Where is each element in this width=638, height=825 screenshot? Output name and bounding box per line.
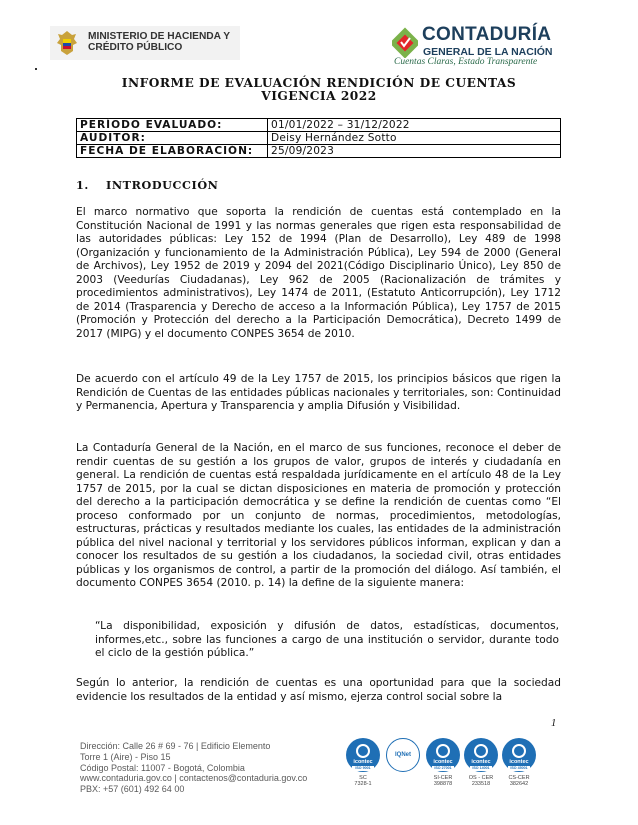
icontec-seal-icon bbox=[464, 738, 498, 772]
org-slogan: Cuentas Claras, Estado Transparente bbox=[394, 57, 538, 67]
colombia-coat-of-arms-icon bbox=[54, 29, 80, 57]
address-line: Dirección: Calle 26 # 69 - 76 | Edificio Elemento bbox=[80, 741, 271, 751]
contaduria-logo-mark-icon bbox=[392, 26, 418, 58]
cert-brand: icontec bbox=[433, 759, 453, 765]
ministry-line-1: MINISTERIO DE HACIENDA Y bbox=[88, 31, 231, 42]
cert-brand: IQNet bbox=[394, 752, 411, 758]
cert-code: CS-CER 382642 bbox=[508, 775, 530, 787]
block-quote: “La disponibilidad, exposición y difusión de datos, estadísticas, documentos, informes,etc., sobre las funciones a cargo de una institución o servidor, durante todo el ciclo de la gestión pública.” bbox=[95, 620, 559, 659]
icontec-cert-badge bbox=[463, 738, 499, 787]
page-number: 1 bbox=[551, 718, 557, 729]
icontec-cert-badge bbox=[501, 738, 537, 787]
table-row bbox=[77, 145, 561, 158]
report-title: INFORME DE EVALUACIÓN RENDICIÓN DE CUENTAS bbox=[121, 76, 517, 90]
address-line: Código Postal: 11007 - Bogotá, Colombia bbox=[80, 762, 245, 773]
org-name: CONTADURÍA bbox=[422, 24, 552, 45]
iqnet-cert-badge bbox=[385, 738, 421, 772]
auditor-label: AUDITOR: bbox=[77, 132, 268, 145]
auditor-value: Deisy Hernández Sotto bbox=[268, 132, 561, 145]
contaduria-logo bbox=[392, 24, 562, 70]
ministry-name bbox=[88, 31, 230, 53]
cert-standard: ISO 45001 bbox=[508, 766, 530, 771]
icontec-cert-badge bbox=[425, 738, 461, 787]
page-header bbox=[0, 0, 638, 80]
address-line: PBX: +57 (601) 492 64 00 bbox=[80, 784, 185, 795]
cert-brand: icontec bbox=[471, 759, 491, 765]
paragraph-principles: De acuerdo con el artículo 49 de la Ley 1757 de 2015, los principios básicos que rigen la Rendición de Cuentas de las entidades públicas nacionales y territoriales, son: Continuidad y Permanencia, Apertura y Transparencia y amplia Difusión y Visibilidad. bbox=[76, 373, 561, 412]
address-line: www.contaduria.gov.co | contactenos@contaduria.gov.co bbox=[80, 773, 308, 784]
section-title: INTRODUCCIÓN bbox=[106, 178, 219, 192]
ministry-logo bbox=[50, 26, 240, 60]
paragraph-legal-framework: El marco normativo que soporta la rendición de cuentas está contemplado en la Constitución Nacional de 1991 y las normas generales que rigen esta responsabilidad de las autoridades públicas: Ley 152 de 1994 (Plan de Desarrollo), Ley 489 de 1998 (Organización y funcionamiento de la Administración Pública), Ley 594 de 2000 (General de Archivos), Ley 1952 de 2019 y 2094 del 2021(Código Disciplinario Único), Ley 850 de 2003 (Veedurías Ciudadanas), Ley 962 de 2005 (Racionalización de trámites y procedimientos administrativos), Ley 1474 de 2011, (Estatuto Anticorrupción), Ley 1712 de 2014 (Trasparencia y Derecho de acceso a la Información Pública), Ley 1757 de 2015 (Promoción y Protección del derecho a la Participación Democrática), Decreto 1499 de 2017 (MIPG) y el documento CONPES 3654 de 2010. bbox=[76, 206, 561, 340]
date-label: FECHA DE ELABORACIÓN: bbox=[77, 145, 268, 158]
paragraph-cgn-duty: La Contaduría General de la Nación, en el marco de sus funciones, reconoce el deber de rendir cuentas de su gestión a los grupos de valor, grupos de interés y ciudadanía en general. La rendición de cuentas está respaldada jurídicamente en el artículo 48 de la Ley 1757 de 2015, por la cual se dictan disposiciones en materia de promoción y protección del derecho a la participación democrática y se define la rendición de cuentas como “El proceso conformado por un conjunto de normas, procedimientos, metodologías, estructuras, prácticas y resultados mediante los cuales, las entidades de la administración pública del nivel nacional y territorial y los servidores públicos informan, explican y dan a conocer los resultados de su gestión a los ciudadanos, la sociedad civil, otras entidades públicas y los organismos de control, a partir de la promoción del diálogo. Así también, el documento CONPES 3654 (2010. p. 14) la define de la siguiente manera: bbox=[76, 442, 561, 589]
address-line: Torre 1 (Aire) - Piso 15 bbox=[80, 751, 171, 762]
date-value: 25/09/2023 bbox=[268, 145, 561, 158]
report-metadata-table bbox=[76, 118, 561, 158]
cert-standard: ISO 9001 bbox=[352, 766, 374, 771]
cert-standard: ISO 27001 bbox=[432, 766, 454, 771]
period-label: PERÍODO EVALUADO: bbox=[77, 119, 268, 132]
icontec-seal-icon bbox=[502, 738, 536, 772]
cert-brand: icontec bbox=[509, 759, 529, 765]
org-subtitle: GENERAL DE LA NACIÓN bbox=[423, 46, 553, 58]
cert-code: SI-CER 398878 bbox=[433, 775, 453, 787]
cert-code: SC 7328-1 bbox=[354, 775, 372, 787]
table-row bbox=[77, 119, 561, 132]
period-value: 01/01/2022 – 31/12/2022 bbox=[268, 119, 561, 132]
report-subtitle: VIGENCIA 2022 bbox=[261, 89, 377, 103]
cert-standard: ISO 14001 bbox=[470, 766, 492, 771]
iqnet-seal-icon bbox=[386, 738, 420, 772]
paragraph-conclusion: Según lo anterior, la rendición de cuentas es una oportunidad para que la sociedad evidencie los resultados de la entidad y así mismo, ejerza control social sobre la bbox=[76, 677, 561, 703]
icontec-seal-icon bbox=[346, 738, 380, 772]
cert-code: OS - CER 233518 bbox=[468, 775, 494, 787]
section-heading bbox=[76, 178, 219, 192]
footer-address bbox=[80, 741, 307, 795]
section-number: 1. bbox=[76, 178, 89, 192]
stray-dot bbox=[35, 68, 37, 70]
icontec-seal-icon bbox=[426, 738, 460, 772]
icontec-cert-badge bbox=[345, 738, 381, 787]
table-row bbox=[77, 132, 561, 145]
ministry-line-2: CRÉDITO PÚBLICO bbox=[88, 42, 183, 53]
certification-badges bbox=[345, 738, 545, 800]
cert-brand: icontec bbox=[353, 759, 373, 765]
